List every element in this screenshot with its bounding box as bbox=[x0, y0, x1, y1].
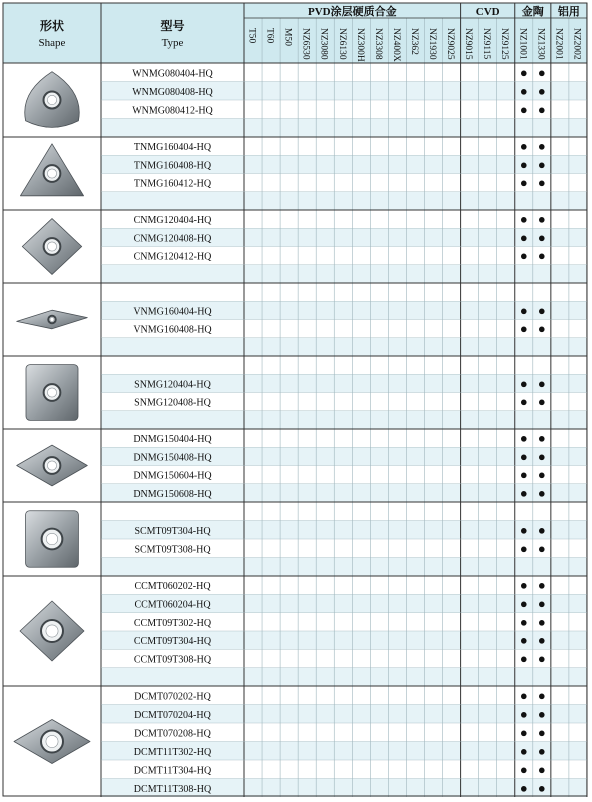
type-code: DCMT11T302-HQ bbox=[133, 746, 212, 758]
availability-dot: ● bbox=[537, 467, 546, 483]
availability-dot: ● bbox=[519, 430, 528, 446]
grade-header-nz9025: NZ9025 bbox=[445, 28, 456, 60]
grade-header-nz9125: NZ9125 bbox=[499, 28, 510, 60]
availability-dot: ● bbox=[537, 651, 546, 666]
grade-header-nz3308: NZ3308 bbox=[372, 28, 383, 60]
availability-dot: ● bbox=[519, 651, 528, 666]
shape-header-en: Shape bbox=[38, 37, 66, 49]
type-code: DCMT070208-HQ bbox=[134, 728, 211, 740]
availability-dot: ● bbox=[519, 448, 528, 464]
availability-dot: ● bbox=[519, 229, 528, 245]
availability-dot: ● bbox=[537, 64, 546, 80]
row-stripe bbox=[101, 338, 587, 356]
availability-dot: ● bbox=[519, 394, 528, 410]
trigon-icon bbox=[25, 72, 79, 128]
availability-dot: ● bbox=[519, 780, 528, 796]
availability-dot: ● bbox=[519, 101, 528, 117]
availability-dot: ● bbox=[537, 614, 546, 630]
type-code: DCMT11T308-HQ bbox=[133, 783, 212, 795]
type-code: CCMT060204-HQ bbox=[134, 599, 211, 611]
availability-dot: ● bbox=[519, 577, 528, 593]
grade-header-nz9115: NZ9115 bbox=[481, 28, 492, 60]
type-code: CNMG120412-HQ bbox=[133, 251, 212, 263]
type-code: CCMT09T308-HQ bbox=[133, 654, 212, 666]
square-insert-icon bbox=[26, 365, 78, 421]
grade-header-nz2001: NZ2001 bbox=[553, 28, 564, 60]
availability-dot: ● bbox=[537, 321, 546, 337]
type-code: SCMT09T308-HQ bbox=[134, 544, 211, 556]
availability-dot: ● bbox=[519, 138, 528, 154]
rhombus-55-screw-insert-icon bbox=[14, 720, 90, 764]
aluminium-group-header: 铝用 bbox=[557, 6, 580, 18]
grade-header-nz6530: NZ6530 bbox=[300, 28, 311, 60]
availability-dot: ● bbox=[519, 175, 528, 191]
availability-dot: ● bbox=[519, 614, 528, 630]
type-code: SNMG120408-HQ bbox=[134, 397, 211, 409]
type-code: CCMT09T302-HQ bbox=[133, 617, 212, 629]
availability-dot: ● bbox=[537, 248, 546, 264]
availability-dot: ● bbox=[519, 540, 528, 556]
availability-dot: ● bbox=[537, 83, 546, 99]
cvd-group-header: CVD bbox=[475, 6, 500, 18]
type-code: DNMG150604-HQ bbox=[133, 470, 212, 482]
availability-dot: ● bbox=[519, 64, 528, 80]
type-code: SNMG120404-HQ bbox=[134, 379, 211, 391]
availability-dot: ● bbox=[537, 743, 546, 759]
cermet-group-header: 金陶 bbox=[521, 6, 544, 18]
type-code: DNMG150404-HQ bbox=[133, 434, 212, 446]
availability-dot: ● bbox=[519, 375, 528, 391]
grade-header-t60: T60 bbox=[264, 28, 275, 44]
availability-dot: ● bbox=[537, 687, 546, 703]
availability-dot: ● bbox=[519, 743, 528, 759]
row-stripe bbox=[101, 668, 587, 686]
availability-dot: ● bbox=[519, 321, 528, 337]
availability-dot: ● bbox=[537, 394, 546, 410]
availability-dot: ● bbox=[537, 101, 546, 117]
rhombus-55-icon bbox=[17, 445, 88, 486]
triangle-insert-icon bbox=[20, 144, 83, 196]
availability-dot: ● bbox=[519, 83, 528, 99]
grade-header-nz362: NZ362 bbox=[408, 28, 419, 55]
grade-header-nz6130: NZ6130 bbox=[336, 28, 347, 60]
grade-header-m50: M50 bbox=[282, 28, 293, 46]
availability-dot: ● bbox=[537, 540, 546, 556]
type-code: VNMG160404-HQ bbox=[133, 306, 212, 318]
grade-header-nz9015: NZ9015 bbox=[463, 28, 474, 60]
availability-dot: ● bbox=[519, 522, 528, 538]
availability-dot: ● bbox=[519, 248, 528, 264]
type-code: DNMG150608-HQ bbox=[133, 488, 212, 500]
availability-dot: ● bbox=[537, 724, 546, 740]
grade-header-nz1330: NZ1330 bbox=[535, 28, 546, 60]
availability-dot: ● bbox=[519, 211, 528, 227]
availability-dot: ● bbox=[537, 229, 546, 245]
type-code: CCMT09T304-HQ bbox=[133, 636, 212, 648]
availability-dot: ● bbox=[537, 706, 546, 722]
availability-dot: ● bbox=[537, 522, 546, 538]
rhombus-35-icon bbox=[17, 310, 88, 329]
availability-dot: ● bbox=[519, 467, 528, 483]
type-code: WNMG080404-HQ bbox=[132, 68, 213, 80]
rhombus-80-screw-insert-icon bbox=[20, 601, 84, 661]
availability-dot: ● bbox=[519, 687, 528, 703]
availability-dot: ● bbox=[537, 632, 546, 648]
pvd-group-header: PVD涂层硬质合金 bbox=[307, 6, 397, 18]
type-code: DCMT070204-HQ bbox=[134, 709, 211, 721]
availability-dot: ● bbox=[537, 375, 546, 391]
type-header-cn: 型号 bbox=[160, 19, 185, 33]
availability-dot: ● bbox=[537, 577, 546, 593]
row-stripe bbox=[101, 265, 587, 283]
grade-header-nz1001: NZ1001 bbox=[517, 28, 528, 60]
grade-header-nz2002: NZ2002 bbox=[571, 28, 582, 60]
type-code: WNMG080408-HQ bbox=[132, 86, 213, 98]
availability-dot: ● bbox=[519, 632, 528, 648]
type-code: CNMG120408-HQ bbox=[133, 233, 212, 245]
availability-dot: ● bbox=[537, 448, 546, 464]
availability-dot: ● bbox=[519, 596, 528, 611]
type-code: TNMG160404-HQ bbox=[133, 142, 212, 154]
grade-header-nz400x: NZ400X bbox=[390, 28, 401, 62]
type-code: DCMT070202-HQ bbox=[134, 691, 211, 703]
type-header-en: Type bbox=[161, 37, 184, 49]
availability-dot: ● bbox=[537, 211, 546, 227]
row-stripe bbox=[101, 119, 587, 138]
availability-dot: ● bbox=[537, 761, 546, 777]
row-stripe bbox=[101, 192, 587, 210]
availability-dot: ● bbox=[537, 175, 546, 191]
insert-group bbox=[20, 578, 587, 668]
availability-dot: ● bbox=[519, 302, 528, 318]
grade-header-nz300h: NZ300H bbox=[354, 28, 365, 62]
availability-dot: ● bbox=[537, 430, 546, 446]
row-stripe bbox=[101, 558, 587, 577]
type-code: VNMG160408-HQ bbox=[133, 324, 212, 336]
grade-header-nz1930: NZ1930 bbox=[427, 28, 438, 60]
availability-dot: ● bbox=[519, 724, 528, 740]
grade-header-t50: T50 bbox=[246, 28, 257, 44]
type-code: SCMT09T304-HQ bbox=[134, 525, 211, 537]
grade-header-nz3080: NZ3080 bbox=[318, 28, 329, 60]
rhombus-80-icon bbox=[22, 219, 81, 275]
availability-dot: ● bbox=[537, 485, 546, 501]
availability-dot: ● bbox=[537, 596, 546, 611]
availability-dot: ● bbox=[537, 138, 546, 154]
availability-dot: ● bbox=[519, 485, 528, 501]
shape-header-cn: 形状 bbox=[39, 19, 65, 33]
type-code: TNMG160408-HQ bbox=[133, 160, 212, 172]
type-code: CCMT060202-HQ bbox=[134, 581, 211, 593]
availability-dot: ● bbox=[537, 156, 546, 172]
row-stripe bbox=[101, 411, 587, 429]
availability-dot: ● bbox=[519, 706, 528, 722]
availability-dot: ● bbox=[519, 156, 528, 172]
availability-dot: ● bbox=[537, 302, 546, 318]
type-code: WNMG080412-HQ bbox=[132, 105, 213, 117]
square-screw-insert-icon bbox=[26, 511, 79, 568]
type-code: DCMT11T304-HQ bbox=[133, 765, 212, 777]
availability-dot: ● bbox=[537, 780, 546, 796]
type-code: TNMG160412-HQ bbox=[133, 178, 212, 190]
type-code: CNMG120404-HQ bbox=[133, 215, 212, 227]
availability-dot: ● bbox=[519, 761, 528, 777]
type-code: DNMG150408-HQ bbox=[133, 452, 212, 464]
